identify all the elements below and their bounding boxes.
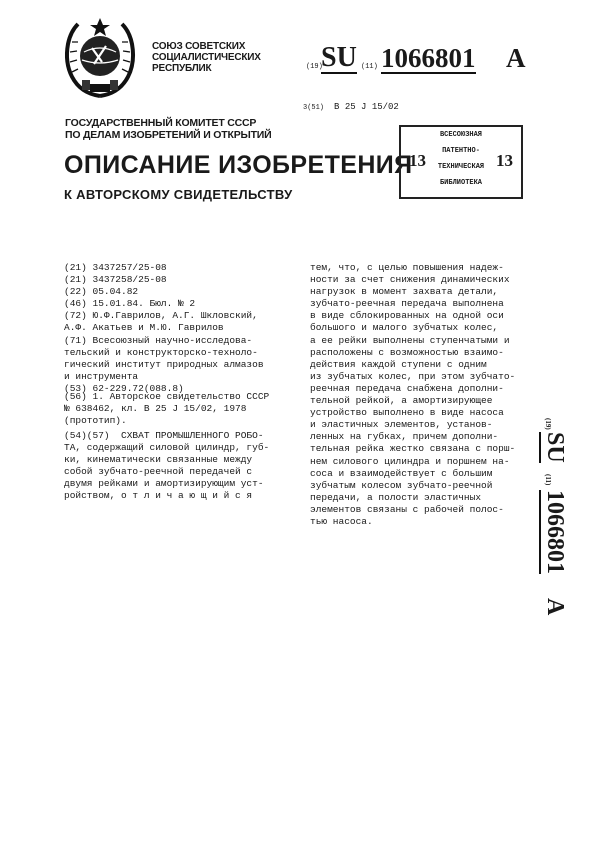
committee-line-1: ГОСУДАРСТВЕННЫЙ КОМИТЕТ СССР — [65, 117, 257, 129]
claim-left-line: двумя рейками и амортизирующим уст- — [64, 478, 264, 490]
claim-left-line: ТА, содержащий силовой цилиндр, губ- — [64, 442, 270, 454]
patent-id-line — [306, 44, 596, 74]
ipc-line — [303, 96, 399, 114]
claim-right-line: соса и взаимодействует с большим — [310, 467, 493, 479]
claim-left-line: ки, кинематически связанные между — [64, 454, 253, 466]
claim-right-line: и эластичных элементов, установ- — [310, 419, 493, 431]
org-line-2: СОЦИАЛИСТИЧЕСКИХ — [152, 52, 261, 63]
patent-kind: A — [506, 43, 526, 73]
biblio-line: гический институт природных алмазов — [64, 358, 264, 370]
claim-right-line: ности за счет снижения динамических — [310, 274, 510, 286]
org-name — [152, 41, 261, 74]
side-country: SU — [539, 432, 568, 463]
ussr-emblem — [60, 14, 140, 100]
claim-right-line: из зубчатых колес, при этом зубчато- — [310, 370, 516, 382]
claim-right-line: элементов связаны с рабочей полос- — [310, 503, 504, 515]
claim-right-line: большого и малого зубчатых колес, — [310, 322, 499, 334]
claim-right-line: тью насоса. — [310, 515, 373, 527]
claim-left-column — [64, 430, 269, 503]
claim-right-column — [310, 262, 515, 528]
document-title: ОПИСАНИЕ ИЗОБРЕТЕНИЯ — [64, 151, 413, 179]
biblio-line: (71) Всесоюзный научно-исследова- — [64, 334, 253, 346]
claim-right-line: нем силового цилиндра и поршнем на- — [310, 455, 510, 467]
biblio-line: (21) 3437258/25-08 — [64, 274, 167, 286]
stamp-number-right: 13 — [496, 151, 513, 170]
claim-right-line: действия каждой ступени с одним — [310, 358, 487, 370]
biblio-line: (46) 15.01.84. Бюл. № 2 — [64, 298, 196, 310]
side-code-19: (19) — [544, 418, 552, 430]
claim-left-line: собой зубчато-реечной передачей с — [64, 466, 253, 478]
org-line-1: СОЮЗ СОВЕТСКИХ — [152, 41, 246, 52]
stamp-line-1: ВСЕСОЮЗНАЯ — [439, 131, 482, 139]
side-kind: A — [542, 598, 568, 616]
biblio-line: (53) 62-229.72(088.8) — [64, 382, 184, 394]
claim-right-line: зубчатым колесом зубчато-реечной — [310, 479, 493, 491]
code-19: (19) — [306, 63, 323, 71]
biblio-line: (22) 05.04.82 — [64, 286, 139, 298]
references — [64, 391, 269, 427]
bibliographic-data — [64, 262, 264, 395]
committee-line-2: ПО ДЕЛАМ ИЗОБРЕТЕНИЙ И ОТКРЫТИЙ — [65, 129, 272, 141]
stamp-line-3: ТЕХНИЧЕСКАЯ — [437, 163, 485, 171]
biblio-line: (72) Ю.Ф.Гаврилов, А.Г. Шкловский, — [64, 310, 258, 322]
claim-right-line: тельной рейкой, а амортизирующее — [310, 395, 493, 407]
claim-right-line: тельная рейка жестко связана с порш- — [310, 443, 516, 455]
claim-right-line: в виде сблокированных на одной оси — [310, 310, 504, 322]
reference-line: (прототип). — [64, 415, 127, 427]
claim-right-line: зубчато-реечная передача выполнена — [310, 298, 504, 310]
side-code-11: (11) — [544, 474, 552, 486]
biblio-line: и инструмента — [64, 370, 139, 382]
stamp-line-2: ПАТЕНТНО- — [442, 147, 480, 155]
org-line-3: РЕСПУБЛИК — [152, 63, 212, 74]
stamp-line-4: БИБЛИОТЕКА — [439, 179, 482, 187]
claim-right-line: расположены с возможностью взаимо- — [310, 346, 504, 358]
claim-left-line: (54)(57) СХВАТ ПРОМЫШЛЕННОГО РОБО- — [64, 430, 264, 441]
claim-right-line: устройство выполнено в виде насоса — [310, 407, 504, 419]
country-code: SU — [321, 42, 357, 73]
claim-right-line: нагрузок в момент захвата детали, — [310, 286, 499, 298]
committee — [65, 117, 272, 141]
document-subtitle: К АВТОРСКОМУ СВИДЕТЕЛЬСТВУ — [64, 187, 293, 202]
biblio-line: А.Ф. Акатьев и М.Ю. Гаврилов — [64, 322, 224, 334]
biblio-line: тельский и конструкторско-техноло- — [64, 346, 258, 358]
claim-right-line: тем, что, с целью повышения надеж- — [310, 262, 504, 273]
claim-left-line: ройством, о т л и ч а ю щ и й с я — [64, 490, 253, 502]
claim-right-line: передачи, а полости эластичных — [310, 491, 482, 503]
stamp-number-left: 13 — [409, 151, 426, 170]
claim-right-line: ленных на губках, причем дополни- — [310, 431, 499, 443]
side-number: 1066801 — [539, 490, 568, 574]
ipc-code: 3(51) — [303, 104, 325, 112]
code-11: (11) — [361, 63, 378, 71]
claim-right-line: реечная передача снабжена дополни- — [310, 382, 504, 394]
side-patent-number — [532, 418, 576, 668]
reference-line: № 638462, кл. В 25 J 15/02, 1978 — [64, 403, 247, 415]
patent-number: 1066801 — [381, 43, 476, 73]
library-stamp — [399, 125, 523, 199]
biblio-line: (21) 3437257/25-08 — [64, 262, 167, 273]
claim-right-line: а ее рейки выполнены ступенчатыми и — [310, 334, 510, 346]
ipc-class: B 25 J 15/02 — [334, 102, 399, 112]
reference-line: (56) 1. Авторское свидетельство СССР — [64, 391, 270, 402]
